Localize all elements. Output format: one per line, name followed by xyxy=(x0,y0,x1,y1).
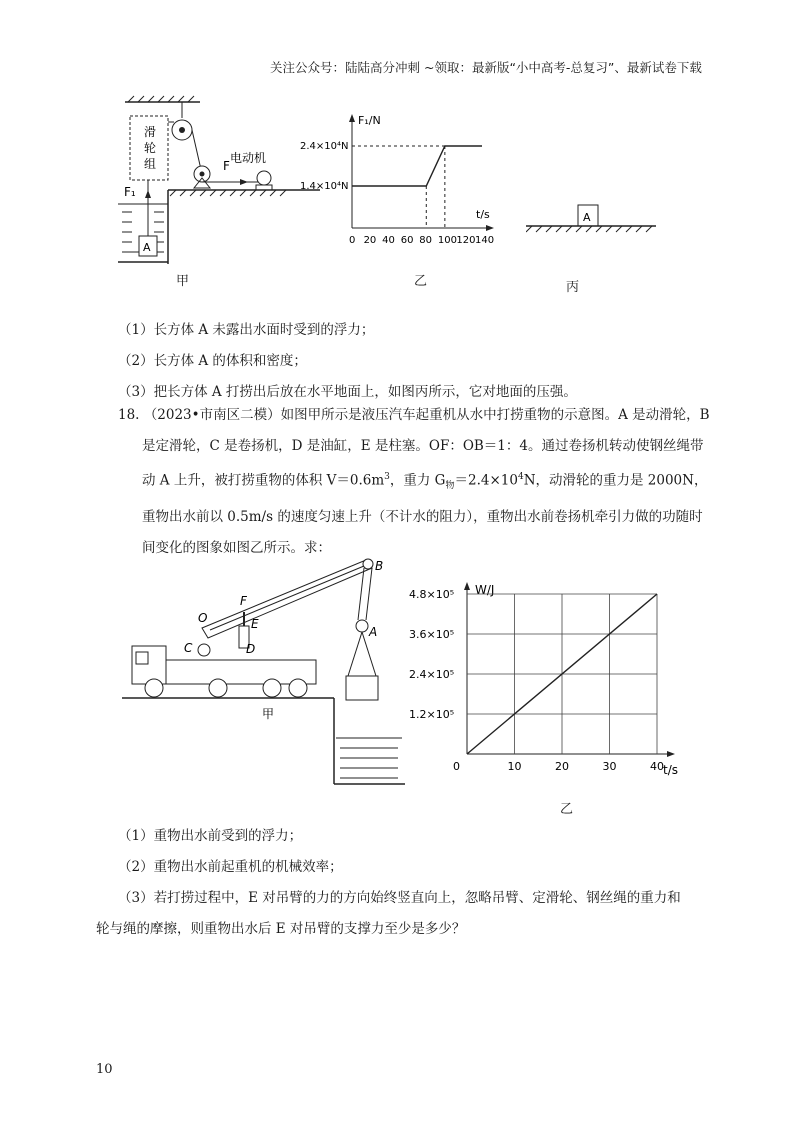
page-number: 10 xyxy=(96,1062,113,1077)
q18-text-2: ，重力 G xyxy=(389,472,446,489)
chart1-xtick-120: 120 xyxy=(456,235,476,246)
winch-C xyxy=(198,644,210,656)
q18-stem xyxy=(118,400,716,564)
q18-source: （2023•市南区二模） xyxy=(143,407,281,423)
q18-question-3-cont: 轮与绳的摩擦，则重物出水后 E 对吊臂的支撑力至少是多少？ xyxy=(96,921,466,937)
chart2-xtick-20: 20 xyxy=(555,760,569,773)
label-O: O xyxy=(198,611,208,625)
q17-chart-caption: 乙 xyxy=(414,274,428,289)
q17-question-2: （2）长方体 A 的体积和密度； xyxy=(118,353,307,369)
q17-figure-jia xyxy=(110,92,320,282)
pulley-B xyxy=(363,559,373,569)
crane-boom xyxy=(202,560,372,638)
q17-question-1: （1）长方体 A 未露出水面时受到的浮力； xyxy=(118,322,375,338)
q18-question-3: （3）若打捞过程中，E 对吊臂的力的方向始终竖直向上，忽略吊臂、定滑轮、钢丝绳的重力和 xyxy=(118,890,681,906)
wheel-2 xyxy=(209,679,227,697)
chart1-xtick-40: 40 xyxy=(382,235,395,246)
label-E: E xyxy=(251,617,259,631)
chart1-xlabel: t/s xyxy=(476,208,490,221)
block-A-label: A xyxy=(143,241,151,254)
wheel-3 xyxy=(263,679,281,697)
q17-question-3: （3）把长方体 A 打捞出后放在水平地面上，如图丙所示，它对地面的压强。 xyxy=(118,384,577,400)
q18-sub-wu: 物 xyxy=(445,481,455,492)
chart2-ylabel: W/J xyxy=(475,583,495,597)
ground-hatch xyxy=(170,190,286,196)
chart2-xtick-40: 40 xyxy=(650,760,664,773)
q18-chart-caption: 乙 xyxy=(560,802,574,817)
force-F-label: F xyxy=(223,159,230,173)
label-F: F xyxy=(240,594,247,608)
chart2-xtick-0: 0 xyxy=(453,760,460,773)
pulley-A xyxy=(356,620,368,632)
q18-question-2: （2）重物出水前起重机的机械效率； xyxy=(118,859,343,875)
q18-sup-1: 3 xyxy=(384,472,390,482)
wheel-4 xyxy=(289,679,307,697)
motor-label: 电动机 xyxy=(230,151,267,165)
q18-number: 18. xyxy=(118,407,140,423)
chart2-ytick-0: 1.2×10⁵ xyxy=(409,708,455,721)
wheel-1 xyxy=(145,679,163,697)
chart2-ytick-1: 2.4×10⁵ xyxy=(409,668,455,681)
chart1-xtick-20: 20 xyxy=(363,235,377,246)
chart1-ytick-hi: 2.4×10⁴N xyxy=(300,141,349,152)
chart1-xtick-100: 100 xyxy=(437,235,457,246)
label-B: B xyxy=(375,559,384,573)
motor-drum xyxy=(257,171,271,185)
q17-chart-f1 xyxy=(300,110,500,255)
chart2-xtick-10: 10 xyxy=(507,760,522,773)
q17-figure-bing xyxy=(526,196,656,246)
bing-block-A-label: A xyxy=(583,211,591,224)
chart1-xtick-60: 60 xyxy=(400,235,414,246)
q18-text-4: N，动滑轮的重力是 2000N，重物出水前以 0.5m/s 的速度匀速上升（不计水的阻力），重物出水前卷扬机牵引力做的功随时间变化的图象如图乙所示。求： xyxy=(142,472,708,557)
q18-fig-caption: 甲 xyxy=(262,707,275,721)
chart2-ytick-2: 3.6×10⁵ xyxy=(409,628,455,641)
chart1-ytick-lo: 1.4×10⁴N xyxy=(300,181,349,192)
label-A: A xyxy=(369,625,378,639)
chart1-ylabel: F₁/N xyxy=(358,114,381,127)
chart1-series-line xyxy=(352,146,482,186)
pool-water xyxy=(336,738,402,778)
page-header: 关注公众号：陆陆高分冲刺 ~领取：最新版“小中高考-总复习”、最新试卷下载 xyxy=(270,60,702,75)
force-F1-arrow xyxy=(145,190,151,198)
pulley-group-char-2: 轮 xyxy=(144,141,157,155)
q18-text-1: 如图甲所示是液压汽车起重机从水中打捞重物的示意图。A 是动滑轮，B 是定滑轮，C 是卷扬机，D 是油缸，E 是柱塞。OF：OB＝1：4。通过卷扬机转动使钢丝绳带动 A 上升，被打捞重物的体积 V＝0.6m xyxy=(142,407,710,489)
force-F-arrow xyxy=(240,179,248,185)
q18-question-1: （1）重物出水前受到的浮力； xyxy=(118,828,303,844)
chart1-xtick-140: 140 xyxy=(475,235,495,246)
q18-text-3: ＝2.4×10 xyxy=(454,472,518,489)
label-C: C xyxy=(184,641,193,655)
ceiling-hatch xyxy=(128,96,194,102)
chart1-xtick-80: 80 xyxy=(419,235,433,246)
label-D: D xyxy=(246,642,256,656)
heavy-object xyxy=(346,676,378,700)
q18-chart-work xyxy=(405,578,685,798)
q17-fig-jia-caption: 甲 xyxy=(176,274,190,289)
pulley-group-char-1: 滑 xyxy=(144,125,157,139)
chart2-ytick-3: 4.8×10⁵ xyxy=(409,588,455,601)
force-F1-label: F₁ xyxy=(124,185,136,199)
q18-figure-crane xyxy=(120,556,405,792)
pulley-group-char-3: 组 xyxy=(144,157,157,171)
chart2-xtick-30: 30 xyxy=(602,760,617,773)
q17-fig-bing-caption: 丙 xyxy=(566,280,580,295)
chart1-xtick-0: 0 xyxy=(349,235,356,246)
q18-sup-2: 4 xyxy=(517,472,524,482)
chart2-xlabel: t/s xyxy=(663,763,678,777)
